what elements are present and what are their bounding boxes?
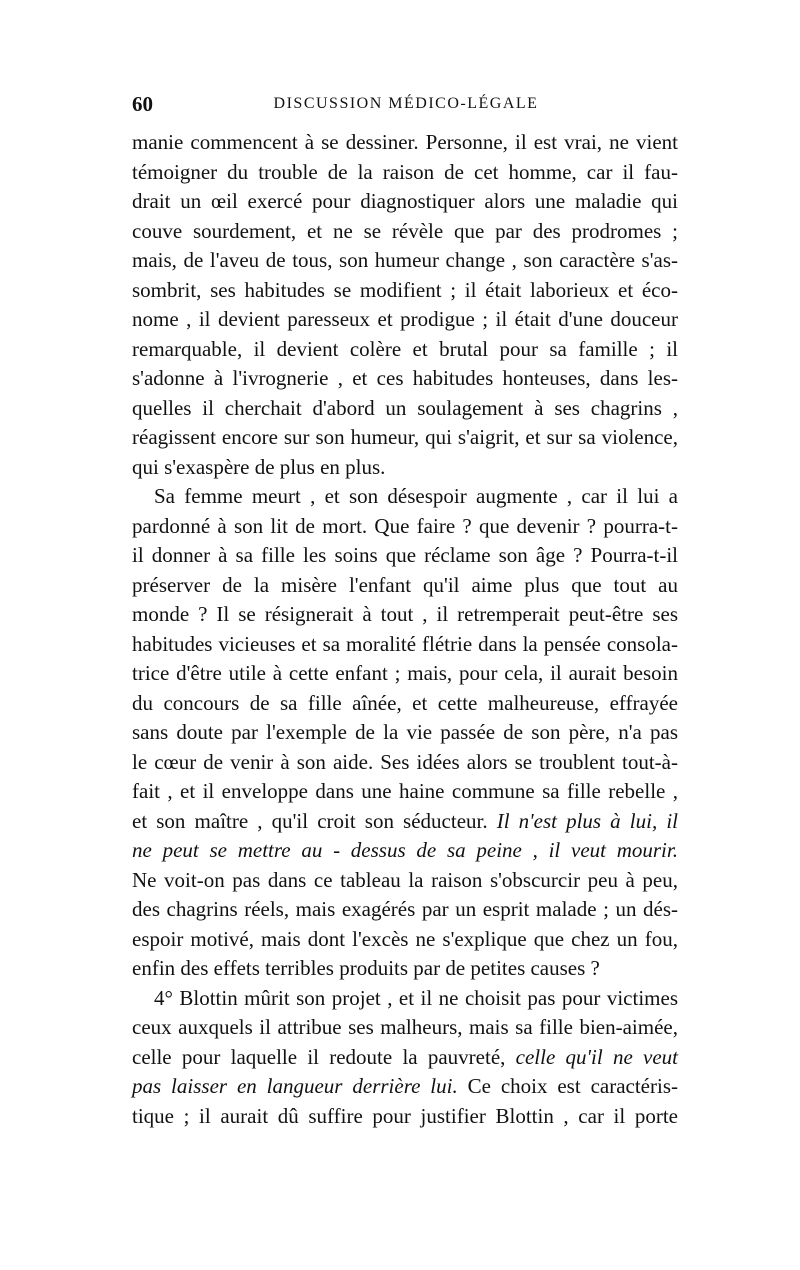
text-line: quelles il cherchait d'abord un soulagement à ses chagrins , — [132, 395, 678, 420]
text-line: remarquable, il devient colère et brutal pour sa famille ; il — [132, 336, 678, 361]
text-line: drait un œil exercé pour diagnostiquer alors une maladie qui — [132, 189, 678, 213]
body-text — [132, 128, 678, 1131]
text-line: Ne voit-on pas dans ce tableau la raison s'obscurcir peu à peu, — [132, 867, 678, 892]
text-line: qui s'exaspère de plus en plus. — [132, 454, 386, 479]
text-line: manie commencent à se dessiner. Personne, il est vrai, ne vient — [132, 130, 678, 154]
running-head: DISCUSSION MÉDICO-LÉGALE — [273, 95, 539, 112]
text-line: pardonné à son lit de mort. Que faire ? que devenir ? pourra-t- — [132, 513, 678, 538]
text-line: enfin des effets terribles produits par de petites causes ? — [132, 956, 600, 980]
text-line: mais, de l'aveu de tous, son humeur change , son caractère s'as- — [132, 248, 678, 272]
text-line: habitudes vicieuses et sa moralité flétrie dans la pensée consola- — [132, 631, 678, 656]
text-line: couve sourdement, et ne se révèle que par des prodromes ; — [132, 218, 678, 243]
text-line: sombrit, ses habitudes se modifient ; il était laborieux et éco- — [132, 277, 678, 302]
text-line: ceux auxquels il attribue ses malheurs, mais sa fille bien-aimée, — [132, 1015, 678, 1039]
text-line: témoigner du trouble de la raison de cet homme, car il fau- — [132, 159, 678, 184]
page-header — [132, 92, 680, 118]
text-line: 4° Blottin mûrit son projet , et il ne choisit pas pour victimes — [154, 985, 678, 1010]
text-line: il donner à sa fille les soins que réclame son âge ? Pourra-t-il — [132, 543, 678, 567]
text-line: réagissent encore sur son humeur, qui s'aigrit, et sur sa violence, — [132, 425, 678, 449]
text-line: espoir motivé, mais dont l'excès ne s'explique que chez un fou, — [132, 926, 678, 951]
text-line: fait , et il enveloppe dans une haine commune sa fille rebelle , — [132, 779, 678, 803]
text-line: préserver de la misère l'enfant qu'il aime plus que tout au — [132, 572, 678, 597]
text-line: trice d'être utile à cette enfant ; mais, pour cela, il aurait besoin — [132, 661, 678, 685]
text-line: nome , il devient paresseux et prodigue ; il était d'une douceur — [132, 307, 678, 331]
text-line: celle pour laquelle il redoute la pauvreté, celle qu'il ne veut — [132, 1044, 678, 1069]
text-line: le cœur de venir à son aide. Ses idées alors se troublent tout-à- — [132, 749, 678, 774]
text-line: sans doute par l'exemple de la vie passée de son père, n'a pas — [132, 720, 678, 744]
text-line: tique ; il aurait dû suffire pour justifier Blottin , car il porte — [132, 1103, 678, 1128]
text-line: Sa femme meurt , et son désespoir augmente , car il lui a — [154, 484, 678, 508]
text-line: monde ? Il se résignerait à tout , il retremperait peut-être ses — [132, 602, 678, 626]
text-line: et son maître , qu'il croit son séducteur. Il n'est plus à lui, il — [132, 808, 678, 833]
text-line: s'adonne à l'ivrognerie , et ces habitudes honteuses, dans les- — [132, 366, 678, 390]
text-line: ne peut se mettre au - dessus de sa peine , il veut mourir. — [132, 838, 678, 862]
text-line: du concours de sa fille aînée, et cette malheureuse, effrayée — [132, 690, 678, 715]
text-line: pas laisser en langueur derrière lui. Ce choix est caractéris- — [132, 1074, 679, 1098]
page-number: 60 — [132, 92, 153, 116]
text-line: des chagrins réels, mais exagérés par un esprit malade ; un dés- — [132, 897, 678, 921]
